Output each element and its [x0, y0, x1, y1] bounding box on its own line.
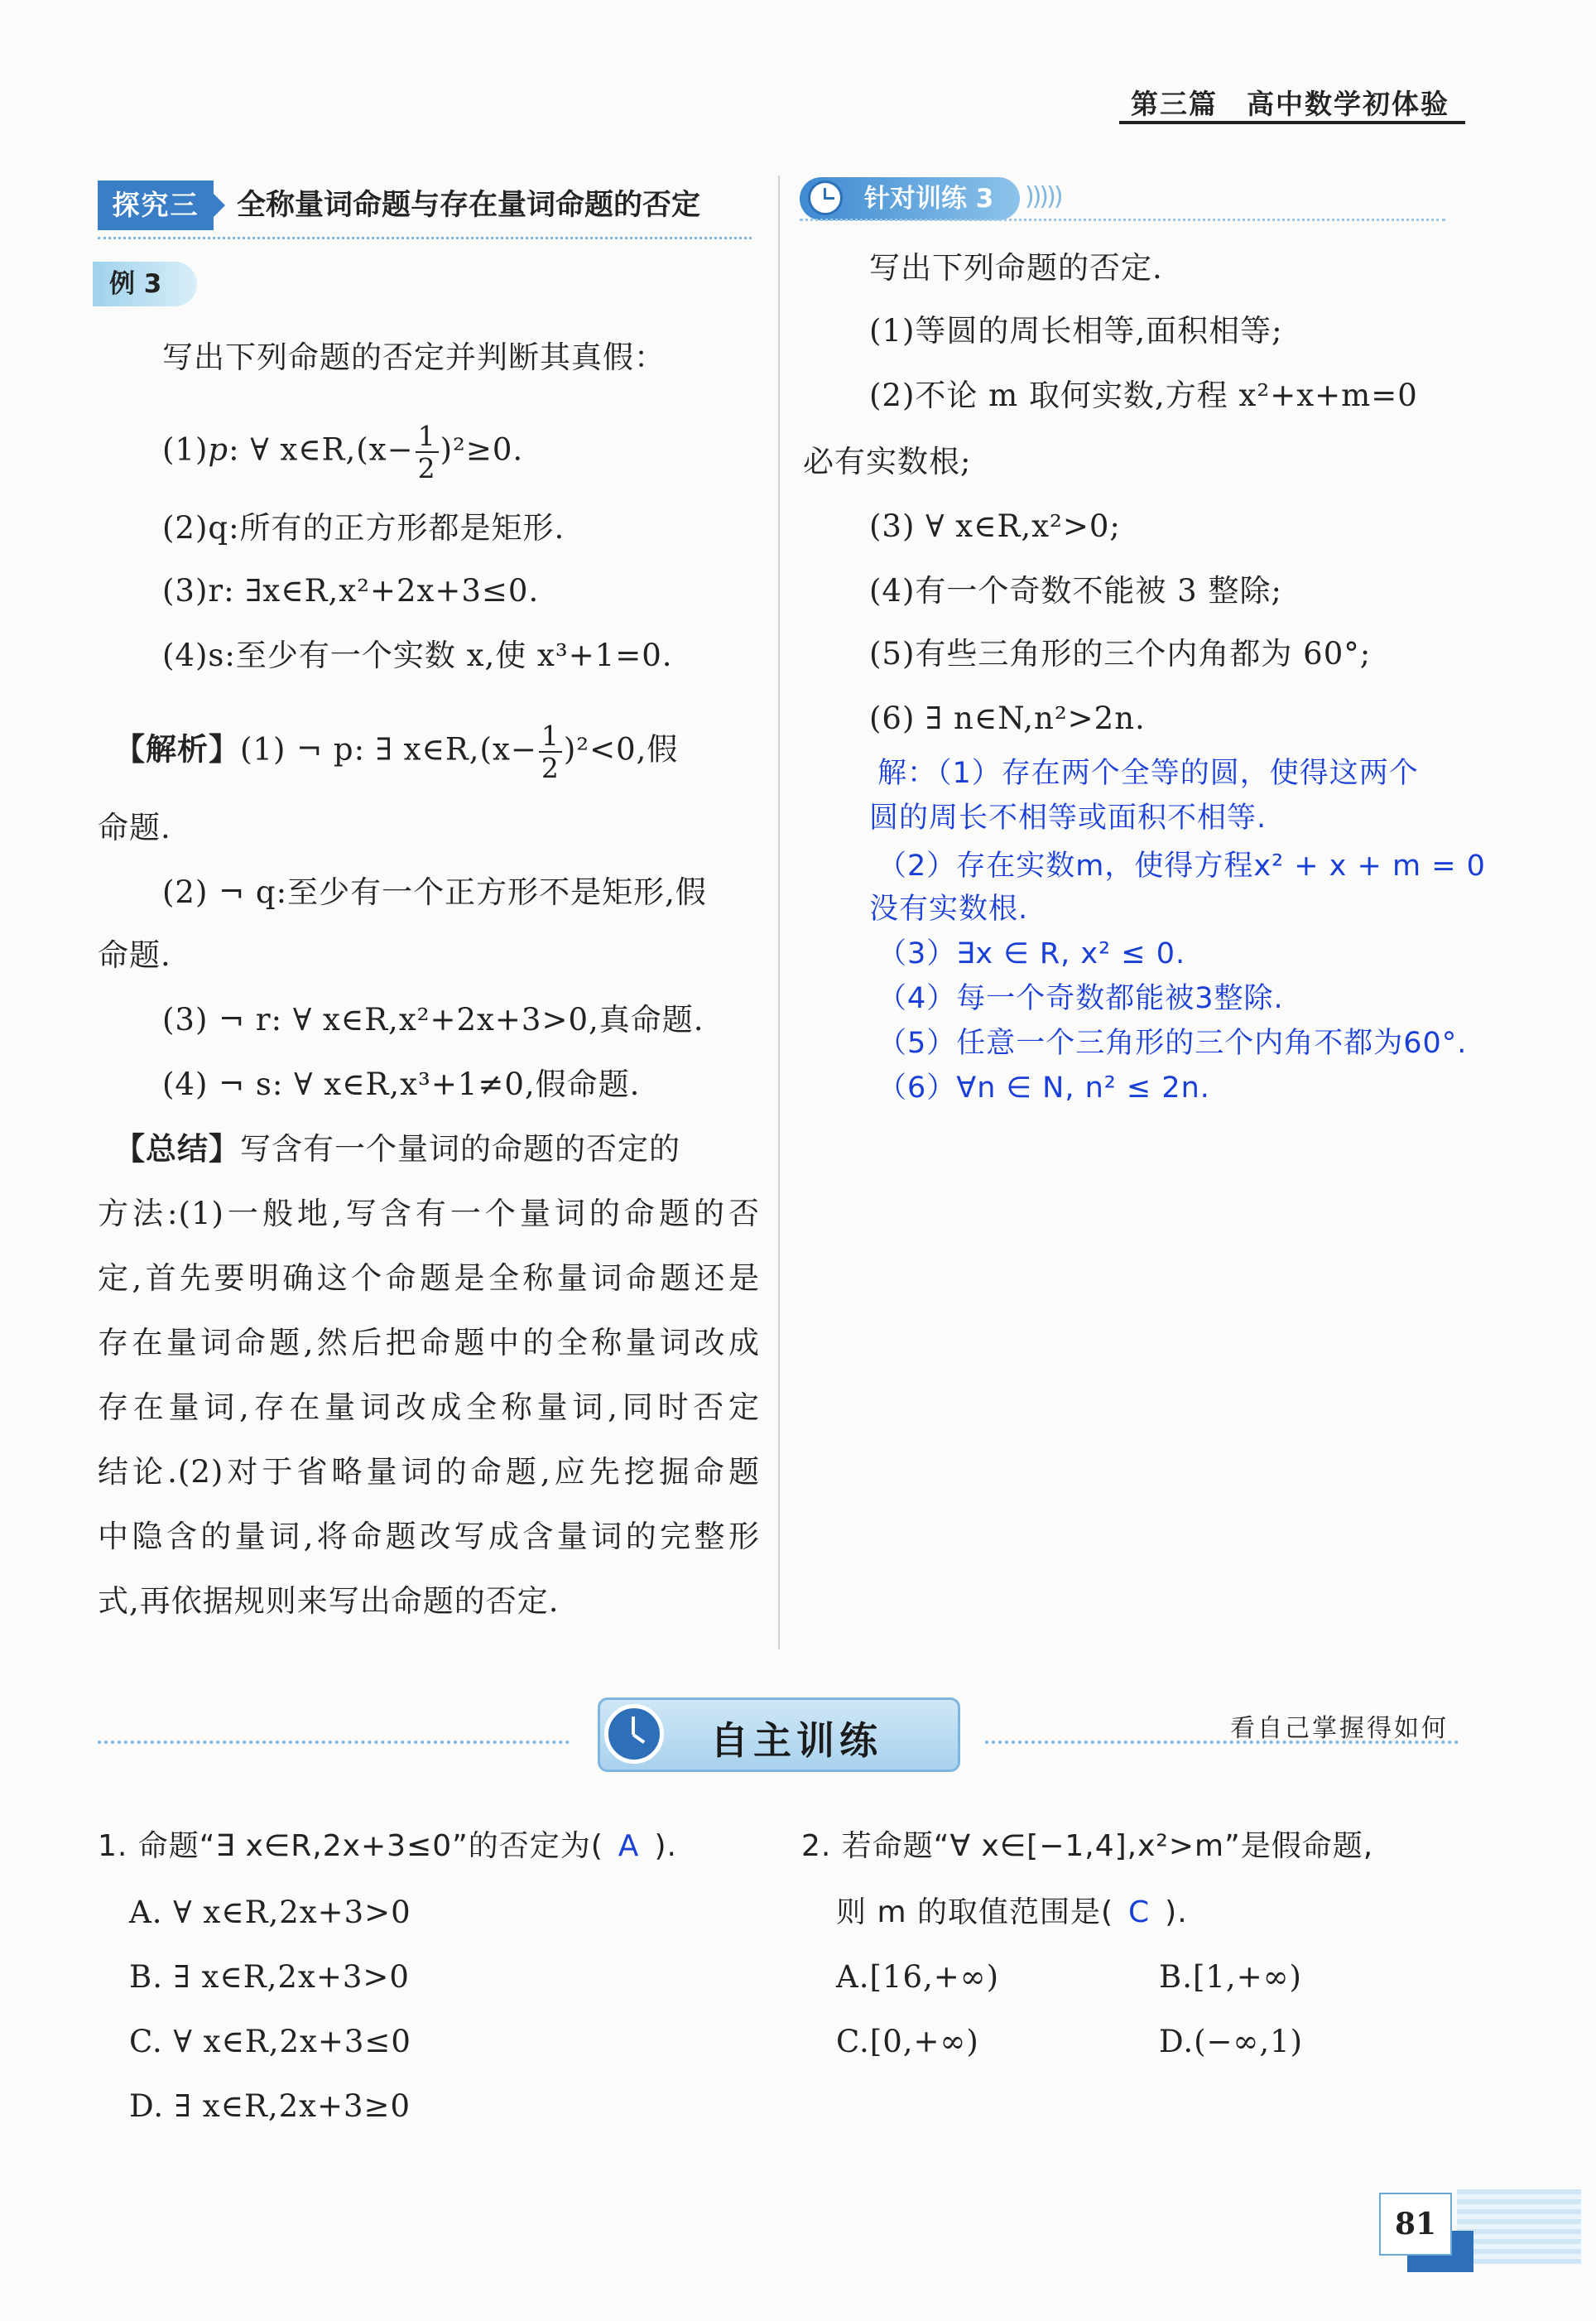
- question-2-answer: C: [1128, 1895, 1151, 1929]
- answer-line: 没有实数根.: [869, 893, 1029, 926]
- analysis-line-2-cont: 命题.: [98, 937, 171, 973]
- analysis-line-1-cont: 命题.: [98, 810, 171, 845]
- answer-line: （2）存在实数m，使得方程x² + x + m = 0: [877, 850, 1486, 883]
- answer-line: （5）任意一个三角形的三个内角不都为60°.: [877, 1027, 1468, 1060]
- example-item-p: (1)p: ∀ x∈R,(x− $\frac{1}{2}$ )²≥0.: [162, 420, 524, 484]
- self-training-subtitle: 看自己掌握得如何: [1230, 1714, 1449, 1743]
- practice-item: (3) ∀ x∈R,x²>0;: [869, 508, 1121, 544]
- answer-line: （6）∀n ∈ N, n² ≤ 2n.: [877, 1071, 1210, 1105]
- question-1-option-b: B. ∃ x∈R,2x+3>0: [129, 1959, 410, 1995]
- section-badge: 探究三: [98, 181, 214, 230]
- self-training-title: 自主训练: [710, 1718, 882, 1763]
- analysis-line-2: (2) ¬ q:至少有一个正方形不是矩形,假: [162, 874, 707, 910]
- example-prompt: 写出下列命题的否定并判断其真假：: [162, 339, 666, 375]
- question-2-option-b: B.[1,+∞): [1159, 1959, 1302, 1995]
- question-1-option-d: D. ∃ x∈R,2x+3≥0: [129, 2088, 411, 2124]
- question-2-option-c: C.[0,+∞): [836, 2024, 979, 2059]
- practice-item: (5)有些三角形的三个内角都为 60°;: [869, 636, 1372, 672]
- sound-wave-icon: ))))): [1025, 182, 1061, 211]
- clock-icon: [604, 1704, 664, 1764]
- question-1-answer: A: [618, 1829, 640, 1863]
- summary-line: 存在量词命题,然后把命题中的全称量词改成: [98, 1325, 760, 1360]
- header-rule: [1119, 121, 1465, 124]
- question-2-stem: 2. 若命题“∀ x∈[−1,4],x²>m”是假命题,: [801, 1829, 1374, 1863]
- question-1-stem: 1. 命题“∃ x∈R,2x+3≤0”的否定为( A ).: [98, 1829, 677, 1863]
- page-corner-decoration: [1457, 2189, 1581, 2264]
- answer-line: （4）每一个奇数都能被3整除.: [877, 982, 1284, 1015]
- summary-line: 中隐含的量词,将命题改写成含量词的完整形: [98, 1519, 760, 1554]
- summary-line-1: 【总结】写含有一个量词的命题的否定的: [114, 1131, 680, 1167]
- summary-line: 式,再依据规则来写出命题的否定.: [98, 1583, 560, 1619]
- answer-line: 圆的周长不相等或面积不相等.: [869, 802, 1267, 835]
- summary-label: 【总结】: [114, 1131, 240, 1167]
- question-1-option-c: C. ∀ x∈R,2x+3≤0: [129, 2024, 411, 2059]
- analysis-line-3: (3) ¬ r: ∀ x∈R,x²+2x+3>0,真命题.: [162, 1002, 704, 1038]
- practice-item: (6) ∃ n∈N,n²>2n.: [869, 701, 1146, 736]
- answer-line: 解：（1）存在两个全等的圆，使得这两个: [877, 757, 1419, 790]
- running-header: 第三篇 高中数学初体验: [1131, 88, 1449, 120]
- summary-line: 结论.(2)对于省略量词的命题,应先挖掘命题: [98, 1454, 760, 1490]
- alarm-clock-icon: [808, 181, 843, 215]
- question-2-stem-cont: 则 m 的取值范围是( C ).: [836, 1895, 1188, 1929]
- summary-line: 存在量词,存在量词改成全称量词,同时否定: [98, 1389, 760, 1425]
- analysis-line-4: (4) ¬ s: ∀ x∈R,x³+1≠0,假命题.: [162, 1067, 641, 1102]
- section-title: 全称量词命题与存在量词命题的否定: [237, 189, 701, 222]
- question-2-option-d: D.(−∞,1): [1159, 2024, 1304, 2059]
- example-item-s: (4)s:至少有一个实数 x,使 x³+1=0.: [162, 638, 673, 673]
- answer-line: （3）∃x ∈ R, x² ≤ 0.: [877, 937, 1186, 970]
- example-item-r: (3)r: ∃x∈R,x²+2x+3≤0.: [162, 573, 540, 609]
- practice-tag: 针对训练 3: [800, 177, 1020, 220]
- analysis-line-1: 【解析】(1) ¬ p: ∃ x∈R,(x− $\frac{1}{2}$ )²<0,假: [114, 720, 679, 784]
- practice-item: (2)不论 m 取何实数,方程 x²+x+m=0: [869, 378, 1418, 413]
- fraction-one-half-2: $\frac{1}{2}$: [539, 722, 562, 782]
- summary-line: 定,首先要明确这个命题是全称量词命题还是: [98, 1260, 760, 1296]
- practice-item: 必有实数根;: [803, 444, 972, 479]
- practice-prompt: 写出下列命题的否定.: [869, 250, 1163, 286]
- fraction-one-half: $\frac{1}{2}$: [416, 422, 439, 482]
- practice-item: (1)等圆的周长相等,面积相等;: [869, 313, 1283, 349]
- summary-line: 方法:(1)一般地,写含有一个量词的命题的否: [98, 1196, 760, 1231]
- analysis-label: 【解析】: [114, 731, 240, 768]
- practice-item: (4)有一个奇数不能被 3 整除;: [869, 573, 1282, 609]
- example-tag: 例 3: [93, 262, 197, 306]
- page-number: 81: [1379, 2193, 1452, 2256]
- banner-divider-left: [98, 1741, 570, 1744]
- question-2-option-a: A.[16,+∞): [836, 1959, 1000, 1995]
- practice-divider: [800, 219, 1445, 221]
- section-divider: [98, 237, 752, 239]
- column-divider: [778, 176, 780, 1649]
- example-item-q: (2)q:所有的正方形都是矩形.: [162, 510, 565, 546]
- question-1-option-a: A. ∀ x∈R,2x+3>0: [129, 1895, 411, 1930]
